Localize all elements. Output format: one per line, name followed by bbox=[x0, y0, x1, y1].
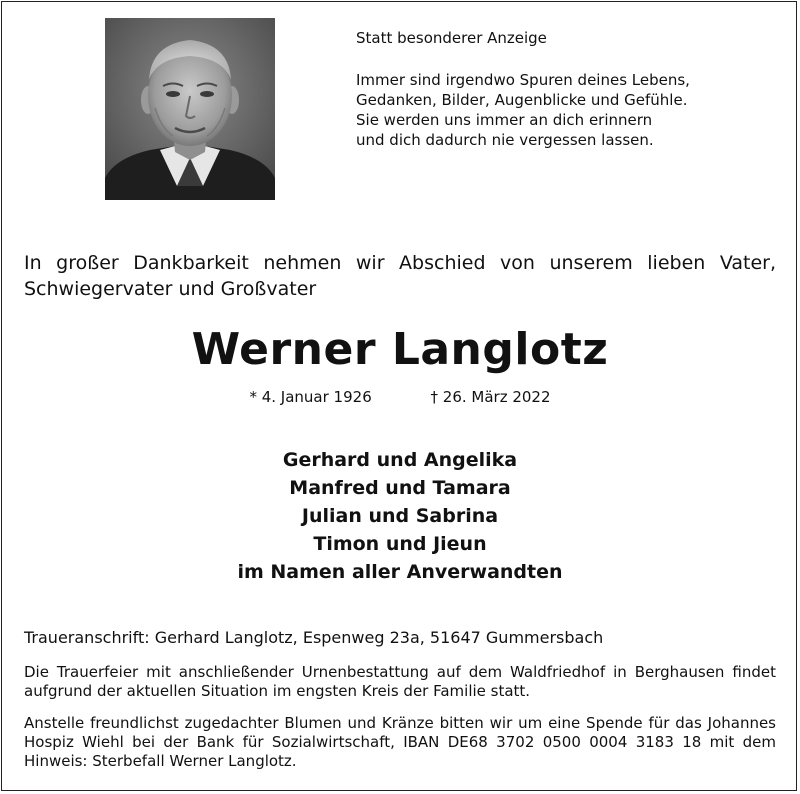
mourning-address: Traueranschrift: Gerhard Langlotz, Espenweg 23a, 51647 Gummersbach bbox=[24, 628, 604, 647]
portrait-photo bbox=[105, 18, 275, 200]
farewell-text bbox=[24, 250, 776, 302]
mourner-entry: Manfred und Tamara bbox=[289, 477, 511, 499]
ceremony-note: Die Trauerfeier mit anschließender Urnenbestattung auf dem Waldfriedhof in Berghausen findet aufgrund der aktuellen Situation im engsten Kreis der Familie statt. bbox=[24, 663, 776, 700]
donation-note: Anstelle freundlichst zugedachter Blumen und Kränze bitten wir um eine Spende für das Johannes Hospiz Wiehl bei der Bank für Sozialwirtschaft, IBAN DE68 3702 0500 0004 3183 18 mit dem Hinweis: Sterbefall Werner Langlotz. bbox=[24, 714, 776, 770]
notice-label: Statt besonderer Anzeige bbox=[356, 29, 547, 47]
mourner-entry: im Namen aller Anverwandten bbox=[237, 561, 563, 583]
poem-line: und dich dadurch nie vergessen lassen. bbox=[356, 131, 654, 149]
farewell-line-2: Schwiegervater und Großvater bbox=[24, 278, 317, 300]
farewell-line-1: In großer Dankbarkeit nehmen wir Abschied von unserem lieben Vater, bbox=[24, 252, 776, 274]
mourner-entry: Timon und Jieun bbox=[313, 533, 487, 555]
mourner-entry: Gerhard und Angelika bbox=[282, 449, 518, 471]
poem-line: Immer sind irgendwo Spuren deines Lebens, bbox=[356, 71, 690, 89]
mourner-entry: Julian und Sabrina bbox=[301, 505, 499, 527]
death-date: † 26. März 2022 bbox=[430, 388, 551, 406]
poem-line: Sie werden uns immer an dich erinnern bbox=[356, 111, 653, 129]
birth-date: * 4. Januar 1926 bbox=[249, 388, 372, 406]
portrait-illustration bbox=[105, 18, 275, 200]
mourners-list bbox=[0, 446, 800, 586]
deceased-name: Werner Langlotz bbox=[191, 324, 609, 375]
poem-line: Gedanken, Bilder, Augenblicke und Gefühle. bbox=[356, 91, 688, 109]
life-dates bbox=[0, 386, 800, 408]
header-text bbox=[356, 28, 776, 150]
